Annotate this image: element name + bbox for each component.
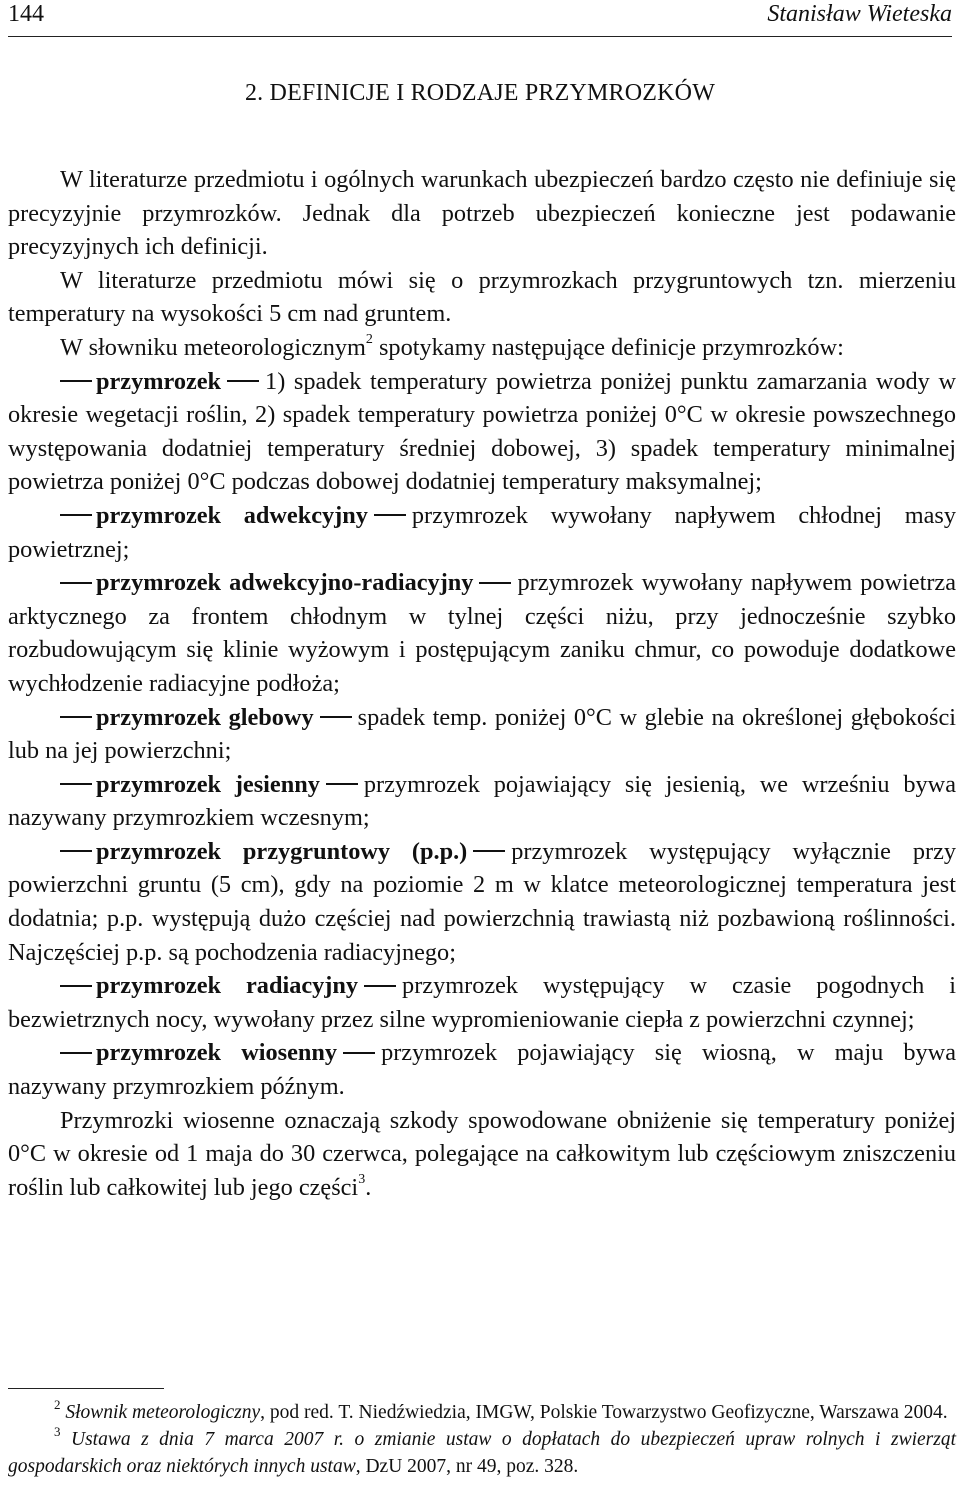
definition-term: przymrozek wiosenny — [96, 1039, 338, 1067]
paragraph-dictionary-text-cont: spotykamy następujące definicje przymrozków: — [372, 333, 844, 361]
definition-text: przymrozek wywołany napływem chłodnej masy powietrznej; — [8, 501, 956, 563]
paragraph-spring-frost-text: Przymrozki wiosenne oznaczają szkody spowodowane obniżenie się temperatury poniżej 0°C w okresie od 1 maja do 30 czerwca, polegające na całkowitym lub częściowym zniszczeniu roślin lub całkowitej lub jego części — [8, 1106, 956, 1201]
definition-term: przymrozek adwekcyjno-radiacyjny — [96, 569, 474, 597]
dash-mark — [473, 850, 505, 852]
dash-mark — [60, 850, 92, 852]
definition-term: przymrozek przygruntowy (p.p.) — [96, 837, 468, 865]
paragraph-spring-frost-end: . — [365, 1173, 372, 1201]
definition-text: przymrozek występujący w czasie pogodnych i bezwietrznych nocy, wywołany przez silne wypromieniowanie ciepła z powierzchni czynnej; — [8, 972, 956, 1033]
footnote-ref-3[interactable]: 3 — [358, 1171, 366, 1187]
page-number: 144 — [8, 1, 44, 27]
footnote-mark: 3 — [54, 1423, 61, 1439]
dash-mark — [60, 1052, 92, 1054]
definition-term: przymrozek jesienny — [96, 770, 320, 798]
footnote-divider — [8, 1388, 164, 1389]
definition-text: 1) spadek temperatury powietrza poniżej punktu zamarzania wody w okresie wegetacji roślin, 2) spadek temperatury powietrza poniżej 0°C w okresie powszechnego występowania dodatniej temperatury średniej dobowej, 3) spadek temperatury minimalnej powietrza poniżej 0°C podczas dobowej dodatniej temperatury maksymalnej; — [8, 367, 956, 496]
header-divider — [8, 36, 952, 37]
definition-item — [8, 969, 956, 1036]
footnote-details: , DzU 2007, nr 49, poz. 328. — [355, 1456, 579, 1477]
running-header-author: Stanisław Wieteska — [767, 1, 952, 27]
definition-item — [8, 499, 956, 566]
footnote-title: Ustawa z dnia 7 marca 2007 r. o zmianie ustaw o dopłatach do ubezpieczeń upraw rolnych i zwierząt gospodarskich oraz niektórych innych ustaw — [8, 1429, 956, 1477]
footnote-mark: 2 — [54, 1396, 61, 1412]
definition-item — [8, 365, 956, 499]
footnote-ref-2[interactable]: 2 — [365, 331, 373, 347]
dash-mark — [326, 783, 358, 785]
dash-mark — [60, 783, 92, 785]
definition-term: przymrozek glebowy — [96, 703, 314, 731]
definition-term: przymrozek adwekcyjny — [96, 501, 368, 529]
dash-mark — [60, 985, 92, 987]
definition-item — [8, 566, 956, 700]
footnote-title: Słownik meteorologiczny — [65, 1402, 261, 1423]
definition-text: spadek temp. poniżej 0°C w glebie na określonej głębokości lub na jej powierzchni; — [8, 703, 956, 765]
body-text — [8, 163, 956, 1204]
footnote-2 — [8, 1396, 956, 1426]
definition-term: przymrozek — [96, 367, 222, 395]
paragraph-spring-frost — [8, 1104, 956, 1205]
dash-mark — [60, 514, 92, 516]
dash-mark — [60, 716, 92, 718]
definition-text: przymrozek wywołany napływem powietrza arktycznego za frontem chłodnym w tylnej części niżu, przy jednocześnie szybko rozbudowującym się klinie wyżowym i postępującym zaniku chmur, co powoduje dodatkowe wychłodzenie radiacyjne podłoża; — [8, 569, 956, 697]
definition-text: przymrozek występujący wyłącznie przy powierzchni gruntu (5 cm), gdy na poziomie 2 m w klatce meteorologicznej temperatura jest dodatnia; p.p. występują dużo częściej nad powierzchnią trawiastą niż pozbawioną roślinności. Najczęściej p.p. są pochodzenia radiacyjnego; — [8, 837, 956, 966]
paragraph-intro: W literaturze przedmiotu i ogólnych warunkach ubezpieczeń bardzo często nie definiuje się precyzyjnie przymrozków. Jednak dla potrzeb ubezpieczeń konieczne jest podawanie precyzyjnych ich definicji. — [8, 166, 956, 261]
definition-text: przymrozek pojawiający się jesienią, we wrześniu bywa nazywany przymrozkiem wczesnym; — [8, 770, 956, 832]
paragraph-ground-frost: W literaturze przedmiotu mówi się o przymrozkach przygruntowych tzn. mierzeniu temperatury na wysokości 5 cm nad gruntem. — [8, 266, 956, 328]
running-header — [8, 0, 952, 40]
footnote-details: , pod red. T. Niedźwiedzia, IMGW, Polskie Towarzystwo Geofizyczne, Warszawa 2004. — [260, 1402, 948, 1423]
dash-mark — [479, 582, 511, 584]
definition-item — [8, 835, 956, 969]
definition-item — [8, 1036, 956, 1103]
definition-term: przymrozek radiacyjny — [96, 972, 359, 1000]
footnotes — [8, 1396, 956, 1480]
dash-mark — [343, 1052, 375, 1054]
paragraph-dictionary-text: W słowniku meteorologicznym — [60, 333, 366, 361]
dash-mark — [320, 716, 352, 718]
footnote-3 — [8, 1423, 956, 1480]
definition-text: przymrozek pojawiający się wiosną, w maju bywa nazywany przymrozkiem późnym. — [8, 1039, 956, 1101]
dash-mark — [60, 380, 92, 382]
definition-item — [8, 701, 956, 768]
dash-mark — [227, 380, 259, 382]
definition-item — [8, 768, 956, 835]
dash-mark — [60, 582, 92, 584]
section-heading: 2. DEFINICJE I RODZAJE PRZYMROZKÓW — [244, 80, 716, 106]
paragraph-dictionary — [8, 331, 956, 365]
dash-mark — [364, 985, 396, 987]
dash-mark — [374, 514, 406, 516]
